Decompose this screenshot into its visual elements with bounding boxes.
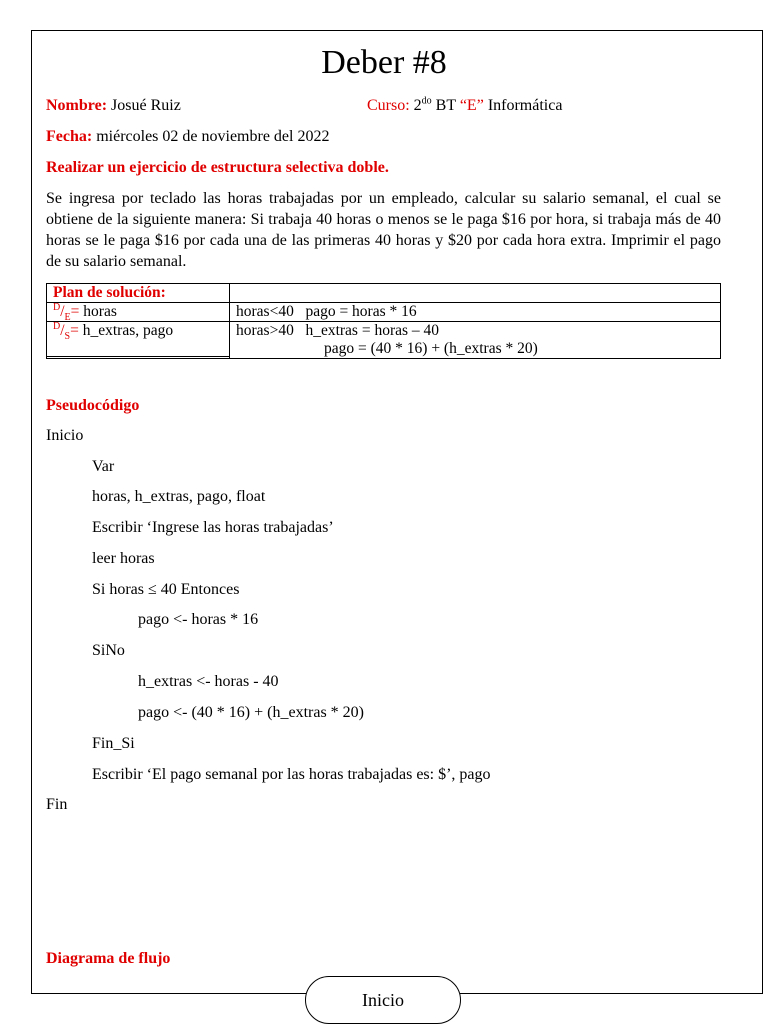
pseudo-line: pago <- horas * 16 bbox=[138, 611, 259, 628]
fecha-label: Fecha: bbox=[46, 128, 93, 145]
curso-grade: $2^{do}$ bbox=[413, 95, 432, 114]
pseudo-line: h_extras <- horas - 40 bbox=[138, 673, 279, 690]
plan-header: Plan de solución: bbox=[47, 284, 230, 303]
curso-bt: BT bbox=[435, 97, 456, 114]
flowchart-start-terminal bbox=[305, 976, 461, 1024]
task-heading: Realizar un ejercicio de estructura selectiva doble. bbox=[46, 159, 389, 176]
pseudo-line: Escribir ‘Ingrese las horas trabajadas’ bbox=[92, 519, 334, 536]
plan-header-empty bbox=[230, 284, 721, 303]
plan-rule2a: horas>40 h_extras = horas – 40 bbox=[236, 322, 440, 339]
flowchart-start-label: Inicio bbox=[362, 989, 404, 1010]
pseudo-line: Escribir ‘El pago semanal por las horas trabajadas es: $’, pago bbox=[92, 766, 491, 783]
pseudo-line: Var bbox=[92, 458, 115, 475]
page-title: Deber #8 bbox=[321, 44, 447, 81]
plan-input: $^D/_E=$ horas bbox=[47, 303, 230, 322]
curso-row bbox=[367, 97, 562, 115]
pseudo-line: Fin_Si bbox=[92, 735, 135, 752]
fecha-value: miércoles 02 de noviembre del 2022 bbox=[96, 128, 330, 145]
plan-table bbox=[46, 283, 721, 359]
plan-row bbox=[47, 322, 721, 357]
curso-label: Curso: bbox=[367, 97, 410, 114]
plan-row bbox=[47, 284, 721, 303]
pseudo-line: pago <- (40 * 16) + (h_extras * 20) bbox=[138, 704, 364, 721]
plan-rule2b: pago = (40 * 16) + (h_extras * 20) bbox=[324, 340, 538, 357]
plan-empty-cell bbox=[47, 357, 230, 359]
plan-rule1: horas<40 pago = horas * 16 bbox=[230, 303, 721, 322]
problem-statement: Se ingresa por teclado las horas trabajadas por un empleado, calcular su salario semanal, el cual se obtiene de la siguiente manera: Si trabaja 40 horas o menos se le paga $16 por hora, si trabaja más de 40 horas se le paga $16 por cada una de las primeras 40 horas y $20 por cada hora extra. Imprimir el pago de su salario semanal. bbox=[46, 190, 721, 270]
pseudo-line: horas, h_extras, pago, float bbox=[92, 488, 266, 505]
curso-area: Informática bbox=[487, 97, 563, 114]
fecha-row bbox=[46, 128, 329, 146]
plan-output-text: h_extras, pago bbox=[82, 322, 174, 339]
flowchart-heading: Diagrama de flujo bbox=[46, 950, 171, 967]
plan-rule2 bbox=[230, 322, 721, 359]
pseudo-line: Si horas ≤ 40 Entonces bbox=[92, 581, 240, 598]
nombre-value: Josué Ruiz bbox=[111, 97, 181, 114]
pseudo-line: SiNo bbox=[92, 642, 125, 659]
pseudocode-heading: Pseudocódigo bbox=[46, 397, 140, 414]
pseudo-line: leer horas bbox=[92, 550, 155, 567]
pseudo-line: Inicio bbox=[46, 427, 84, 444]
curso-group: “E” bbox=[459, 97, 484, 114]
pseudo-line: Fin bbox=[46, 796, 68, 813]
nombre-row bbox=[46, 97, 181, 115]
plan-input-text: horas bbox=[83, 303, 117, 320]
curso-grade-sup: do bbox=[421, 95, 432, 107]
nombre-label: Nombre: bbox=[46, 97, 108, 114]
plan-output: $^D/_S=$ h_extras, pago bbox=[47, 322, 230, 357]
plan-row bbox=[47, 303, 721, 322]
